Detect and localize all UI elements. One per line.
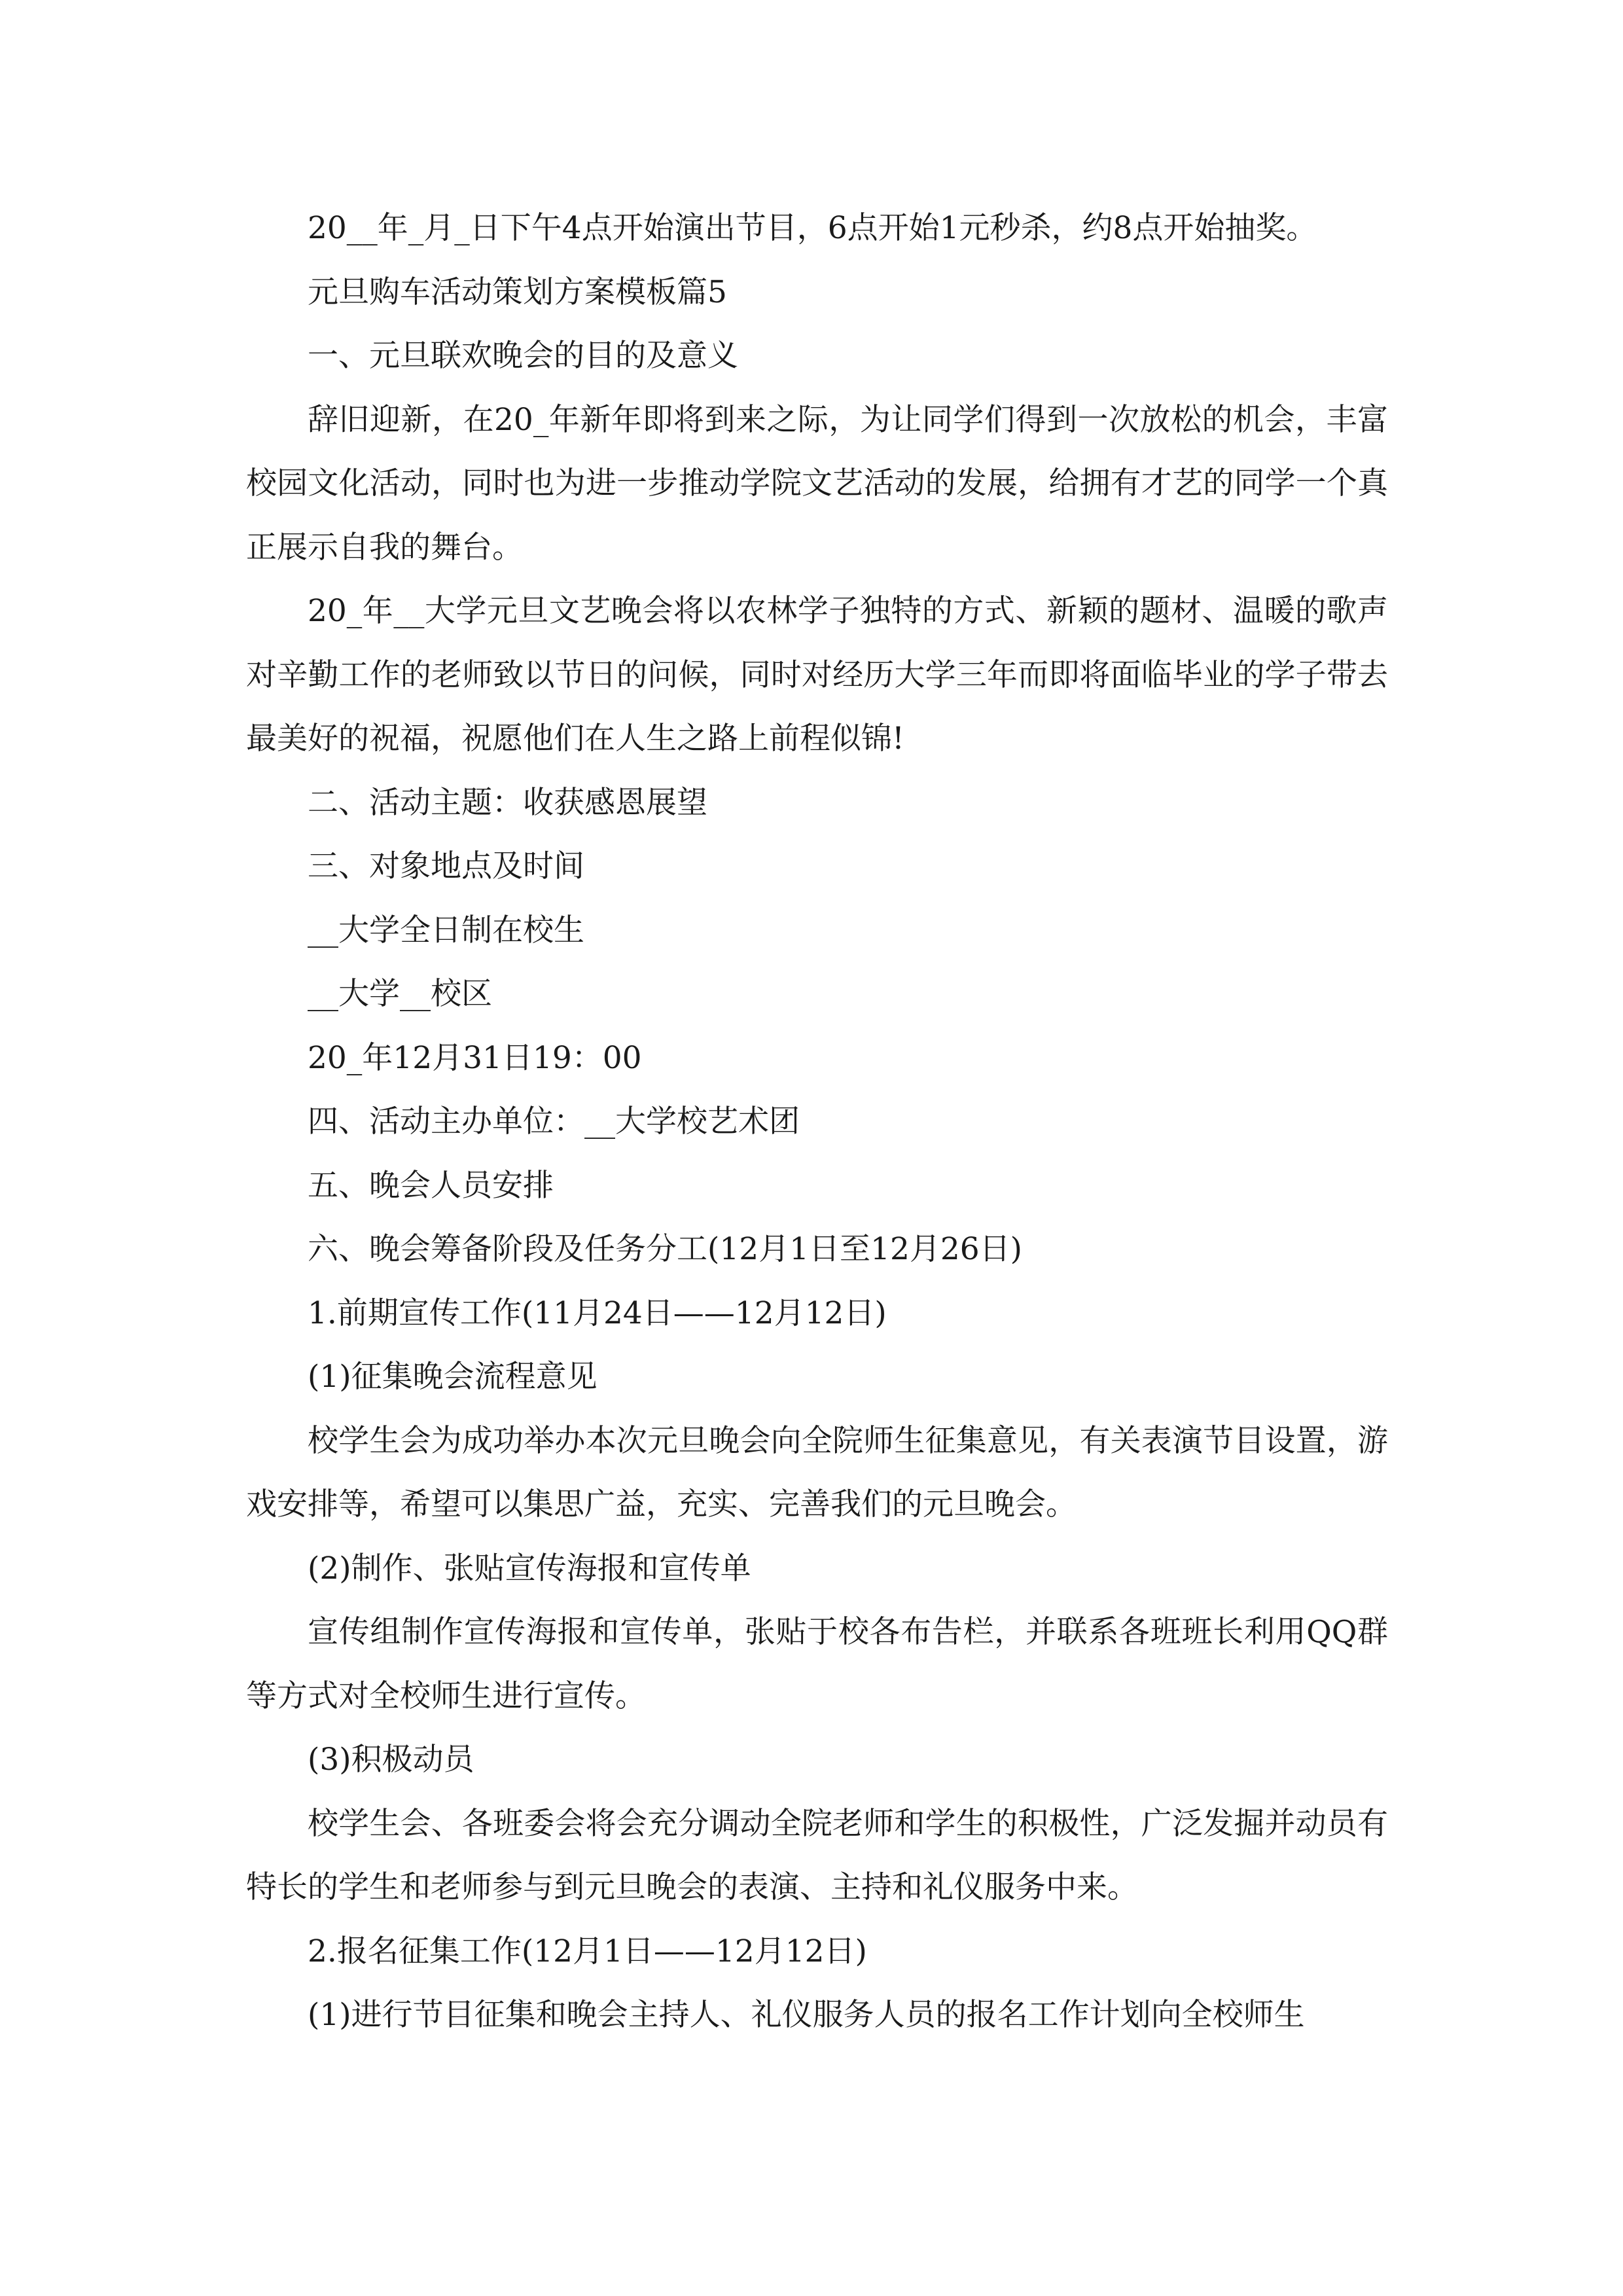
heading: 五、晚会人员安排 bbox=[308, 1167, 554, 1204]
subheading: (1)征集晚会流程意见 bbox=[308, 1359, 597, 1395]
heading: 三、对象地点及时间 bbox=[308, 848, 584, 884]
document-body bbox=[246, 196, 1388, 2047]
subheading: 2.报名征集工作(12月1日——12月12日) bbox=[308, 1933, 867, 1969]
section-title: 元旦购车活动策划方案模板篇5 bbox=[308, 274, 727, 310]
paragraph: __大学全日制在校生 bbox=[308, 912, 584, 948]
paragraph: (1)进行节目征集和晚会主持人、礼仪服务人员的报名工作计划向全校师生 bbox=[308, 1997, 1305, 2033]
heading: 六、晚会筹备阶段及任务分工(12月1日至12月26日) bbox=[308, 1231, 1022, 1267]
subheading: (2)制作、张贴宣传海报和宣传单 bbox=[308, 1550, 751, 1587]
subheading: 1.前期宣传工作(11月24日——12月12日) bbox=[308, 1295, 887, 1331]
paragraph: 20_年__大学元旦文艺晚会将以农林学子独特的方式、新颖的题材、温暖的歌声对辛勤工作的老师致以节日的问候，同时对经历大学三年而即将面临毕业的学子带去最美好的祝福，祝愿他们在人生之路上前程似锦! bbox=[246, 593, 1388, 757]
paragraph: 20__年_月_日下午4点开始演出节目，6点开始1元秒杀，约8点开始抽奖。 bbox=[308, 210, 1317, 246]
paragraph: 宣传组制作宣传海报和宣传单，张贴于校各布告栏，并联系各班班长利用QQ群等方式对全校师生进行宣传。 bbox=[246, 1614, 1388, 1714]
paragraph: __大学__校区 bbox=[308, 976, 492, 1012]
heading: 一、元旦联欢晚会的目的及意义 bbox=[308, 338, 738, 374]
heading: 四、活动主办单位：__大学校艺术团 bbox=[308, 1103, 800, 1139]
paragraph: 辞旧迎新，在20_年新年即将到来之际，为让同学们得到一次放松的机会，丰富校园文化活动，同时也为进一步推动学院文艺活动的发展，给拥有才艺的同学一个真正展示自我的舞台。 bbox=[246, 401, 1388, 565]
paragraph: 校学生会为成功举办本次元旦晚会向全院师生征集意见，有关表演节目设置，游戏安排等，希望可以集思广益，充实、完善我们的元旦晚会。 bbox=[246, 1422, 1388, 1522]
paragraph: 20_年12月31日19：00 bbox=[308, 1039, 642, 1076]
paragraph: 校学生会、各班委会将会充分调动全院老师和学生的积极性，广泛发掘并动员有特长的学生和老师参与到元旦晚会的表演、主持和礼仪服务中来。 bbox=[246, 1805, 1388, 1905]
heading: 二、活动主题：收获感恩展望 bbox=[308, 784, 707, 821]
subheading: (3)积极动员 bbox=[308, 1742, 474, 1778]
